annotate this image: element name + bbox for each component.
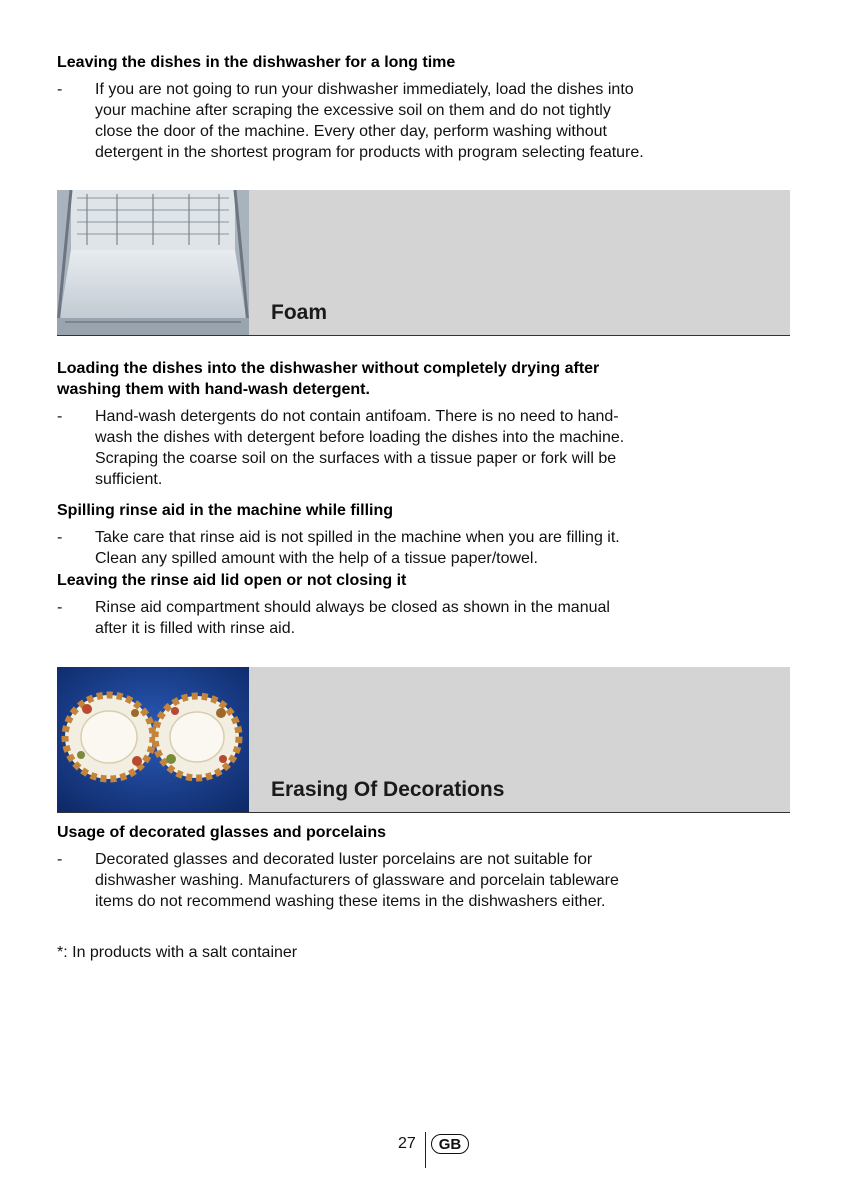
bullet-text	[95, 849, 785, 912]
bullet-spilling	[57, 527, 777, 571]
section-heading-hand-wash	[57, 358, 777, 400]
bullet-dash: -	[57, 529, 63, 546]
footnote: *: In products with a salt container	[57, 944, 298, 961]
bullet-line: close the door of the machine. Every other day, perform washing without	[95, 123, 607, 140]
bullet-dash: -	[57, 81, 63, 98]
bullet-text	[95, 79, 785, 163]
bullet-dash: -	[57, 599, 63, 616]
decorated-plates-icon	[57, 667, 249, 812]
bullet-line: items do not recommend washing these items in the dishwashers either.	[95, 893, 606, 910]
section-heading-decorated: Usage of decorated glasses and porcelains	[57, 824, 387, 841]
bullet-line: If you are not going to run your dishwasher immediately, load the dishes into	[95, 81, 634, 98]
bullet-line: sufficient.	[95, 471, 163, 488]
bullet-line: Decorated glasses and decorated luster porcelains are not suitable for	[95, 851, 593, 868]
bullet-line: your machine after scraping the excessive soil on them and do not tightly	[95, 102, 611, 119]
banner-title-decorations: Erasing Of Decorations	[271, 778, 505, 801]
bullet-line: detergent in the shortest program for products with program selecting feature.	[95, 144, 644, 161]
bullet-text	[95, 406, 785, 490]
bullet-line: dishwasher washing. Manufacturers of glassware and porcelain tableware	[95, 872, 619, 889]
bullet-decorated	[57, 849, 777, 915]
bullet-line: wash the dishes with detergent before loading the dishes into the machine.	[95, 429, 625, 446]
bullet-line: Take care that rinse aid is not spilled in the machine when you are filling it.	[95, 529, 620, 546]
banner-title-foam: Foam	[271, 301, 328, 324]
bullet-line: Scraping the coarse soil on the surfaces with a tissue paper or fork will be	[95, 450, 617, 467]
bullet-line: Clean any spilled amount with the help of a tissue paper/towel.	[95, 550, 538, 567]
banner-decorations	[57, 667, 790, 813]
bullet-rinse-lid	[57, 597, 777, 641]
section-heading-long-time: Leaving the dishes in the dishwasher for a long time	[57, 54, 456, 71]
bullet-line: after it is filled with rinse aid.	[95, 620, 296, 637]
bullet-line: Hand-wash detergents do not contain antifoam. There is no need to hand-	[95, 408, 619, 425]
footer-divider	[425, 1132, 426, 1168]
heading-line: Loading the dishes into the dishwasher without completely drying after	[57, 360, 600, 377]
dishwasher-interior-icon	[57, 190, 249, 335]
bullet-line: Rinse aid compartment should always be closed as shown in the manual	[95, 599, 610, 616]
bullet-text	[95, 597, 785, 639]
bullet-text	[95, 527, 785, 569]
bullet-hand-wash	[57, 406, 777, 494]
bullet-long-time	[57, 79, 777, 167]
country-badge: GB	[431, 1134, 469, 1154]
section-heading-spilling: Spilling rinse aid in the machine while filling	[57, 502, 394, 519]
page-number: 27	[398, 1135, 416, 1152]
section-heading-rinse-lid: Leaving the rinse aid lid open or not closing it	[57, 572, 407, 589]
heading-line: washing them with hand-wash detergent.	[57, 381, 370, 398]
bullet-dash: -	[57, 851, 63, 868]
banner-foam	[57, 190, 790, 336]
bullet-dash: -	[57, 408, 63, 425]
